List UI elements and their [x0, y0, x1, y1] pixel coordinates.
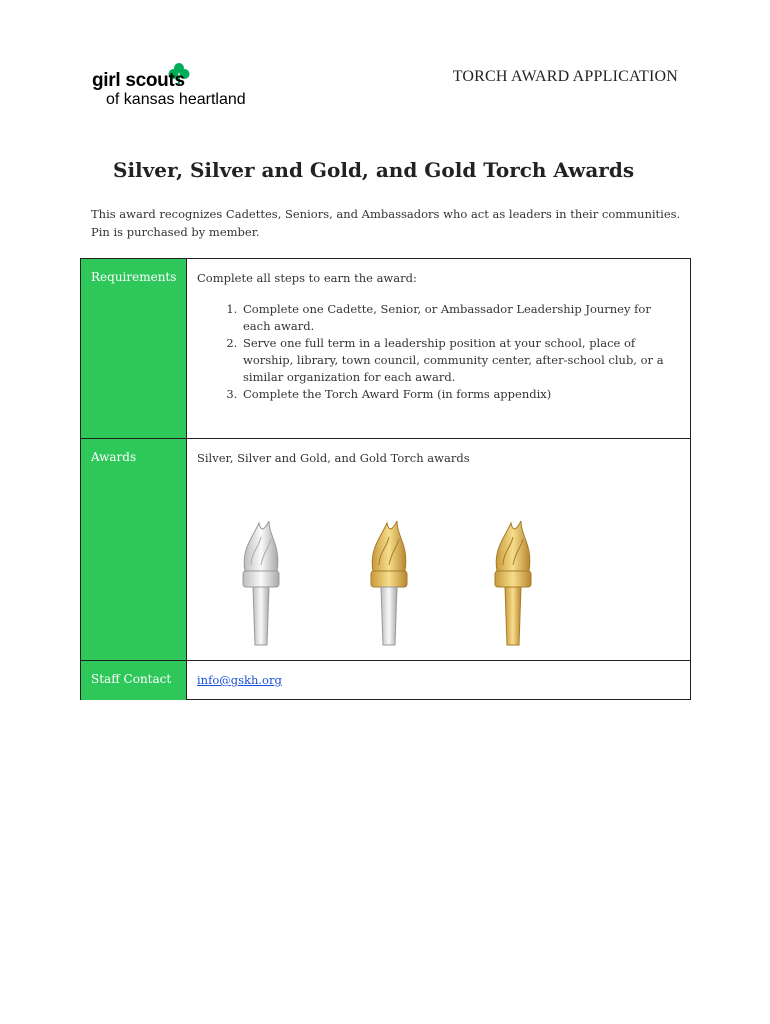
requirements-lead: Complete all steps to earn the award:: [197, 271, 417, 285]
requirements-row: [81, 259, 690, 439]
staff-contact-label-cell: [81, 661, 187, 700]
requirements-content: [197, 270, 674, 403]
staff-email-link[interactable]: info@gskh.org: [197, 673, 282, 687]
page-title: Silver, Silver and Gold, and Gold Torch Awards: [113, 158, 635, 182]
staff-contact-content: [197, 672, 674, 689]
requirement-step: 2. Serve one full term in a leadership position at your school, place of worship, library, town council, community center, after-school club, or a similar organization for each award.: [241, 335, 674, 386]
silver-torch-pin: [231, 519, 291, 649]
requirement-step: 3. Complete the Torch Award Form (in forms appendix): [241, 386, 674, 403]
awards-row: [81, 439, 690, 661]
staff-contact-label: Staff Contact: [91, 672, 172, 686]
awards-label-cell: [81, 439, 187, 660]
logo-text-girl-scouts: girl scouts: [92, 70, 185, 91]
awards-label: Awards: [91, 450, 137, 464]
document-header-title: TORCH AWARD APPLICATION: [452, 68, 678, 85]
intro-paragraph: This award recognizes Cadettes, Seniors, and Ambassadors who act as leaders in their communities. Pin is purchased by member.: [91, 207, 681, 239]
requirements-steps: [197, 301, 674, 403]
staff-contact-row: [81, 661, 690, 700]
award-info-table: [80, 258, 691, 700]
logo-text-council: of kansas heartland: [106, 91, 246, 108]
gold-torch-pin: [483, 519, 543, 649]
requirements-label-cell: [81, 259, 187, 438]
requirement-step: 1. Complete one Cadette, Senior, or Ambassador Leadership Journey for each award.: [241, 301, 674, 335]
gskh-logo: [92, 62, 262, 112]
requirements-label: Requirements: [91, 270, 177, 284]
awards-text: Silver, Silver and Gold, and Gold Torch awards: [197, 451, 470, 465]
awards-content: [197, 450, 674, 467]
silver-and-gold-torch-pin: [359, 519, 419, 649]
